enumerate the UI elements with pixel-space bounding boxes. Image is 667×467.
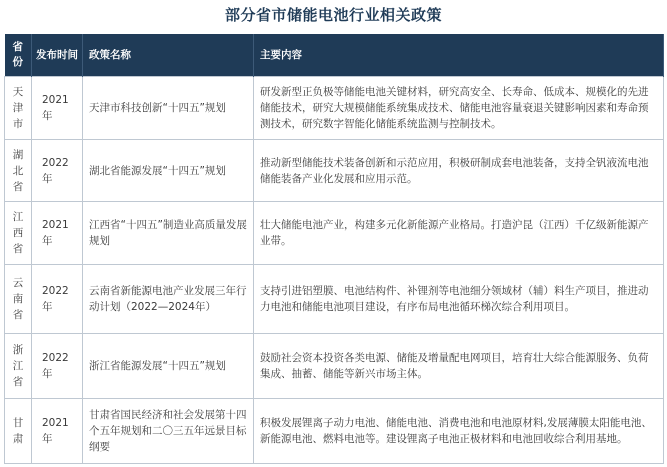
header-date: 发布时间	[32, 34, 83, 77]
table-row	[5, 77, 664, 140]
date-cell: 2021年	[32, 202, 83, 265]
header-policy: 政策名称	[83, 34, 254, 77]
date-cell: 2022年	[32, 265, 83, 334]
table-row	[5, 202, 664, 265]
table-row	[5, 140, 664, 202]
policy-table	[4, 34, 664, 464]
page-title: 部分省市储能电池行业相关政策	[224, 6, 442, 24]
table-header-row	[5, 34, 664, 77]
policy-name-cell: 浙江省能源发展“十四五”规划	[83, 334, 254, 399]
policy-content-cell: 鼓励社会资本投资各类电源、储能及增量配电网项目，培育壮大综合能源服务、负荷集成、抽蓄、储能等新兴市场主体。	[254, 334, 664, 399]
date-cell: 2021年	[32, 399, 83, 464]
province-cell: 云南省	[5, 265, 32, 334]
policy-content-cell: 积极发展锂离子动力电池、储能电池、消费电池和电池原材料,发展薄膜太阳能电池、新能源电池、燃料电池等。建设锂离子电池正极材料和电池回收综合利用基地。	[254, 399, 664, 464]
policy-name-cell: 甘肃省国民经济和社会发展第十四个五年规划和二〇三五年远景目标纲要	[83, 399, 254, 464]
province-cell: 甘肃	[5, 399, 32, 464]
table-row	[5, 399, 664, 464]
policy-name-cell: 江西省“十四五”制造业高质量发展规划	[83, 202, 254, 265]
province-cell: 天津市	[5, 77, 32, 140]
table-row	[5, 334, 664, 399]
table-row	[5, 265, 664, 334]
province-cell: 江西省	[5, 202, 32, 265]
policy-name-cell: 天津市科技创新“十四五”规划	[83, 77, 254, 140]
policy-name-cell: 湖北省能源发展“十四五”规划	[83, 140, 254, 202]
province-cell: 浙江省	[5, 334, 32, 399]
policy-content-cell: 支持引进铝塑膜、电池结构件、补锂剂等电池细分领域材（辅）料生产项目，推进动力电池和储能电池项目建设，有序布局电池循环梯次综合利用项目。	[254, 265, 664, 334]
header-content: 主要内容	[254, 34, 664, 77]
policy-content-cell: 壮大储能电池产业，构建多元化新能源产业格局。打造沪昆（江西）千亿级新能源产业带。	[254, 202, 664, 265]
policy-name-cell: 云南省新能源电池产业发展三年行动计划（2022—2024年）	[83, 265, 254, 334]
policy-content-cell: 研发新型正负极等储能电池关键材料，研究高安全、长寿命、低成本、规模化的先进储能技术，研究大规模储能系统集成技术、储能电池容量衰退关键影响因素和寿命预测技术，研究数字智能化储能系统监测与控制技术。	[254, 77, 664, 140]
date-cell: 2022年	[32, 334, 83, 399]
date-cell: 2022年	[32, 140, 83, 202]
date-cell: 2021年	[32, 77, 83, 140]
header-province: 省份	[5, 34, 32, 77]
policy-content-cell: 推动新型储能技术装备创新和示范应用，积极研制成套电池装备，支持全钒液流电池储能装备产业化发展和应用示范。	[254, 140, 664, 202]
province-cell: 湖北省	[5, 140, 32, 202]
